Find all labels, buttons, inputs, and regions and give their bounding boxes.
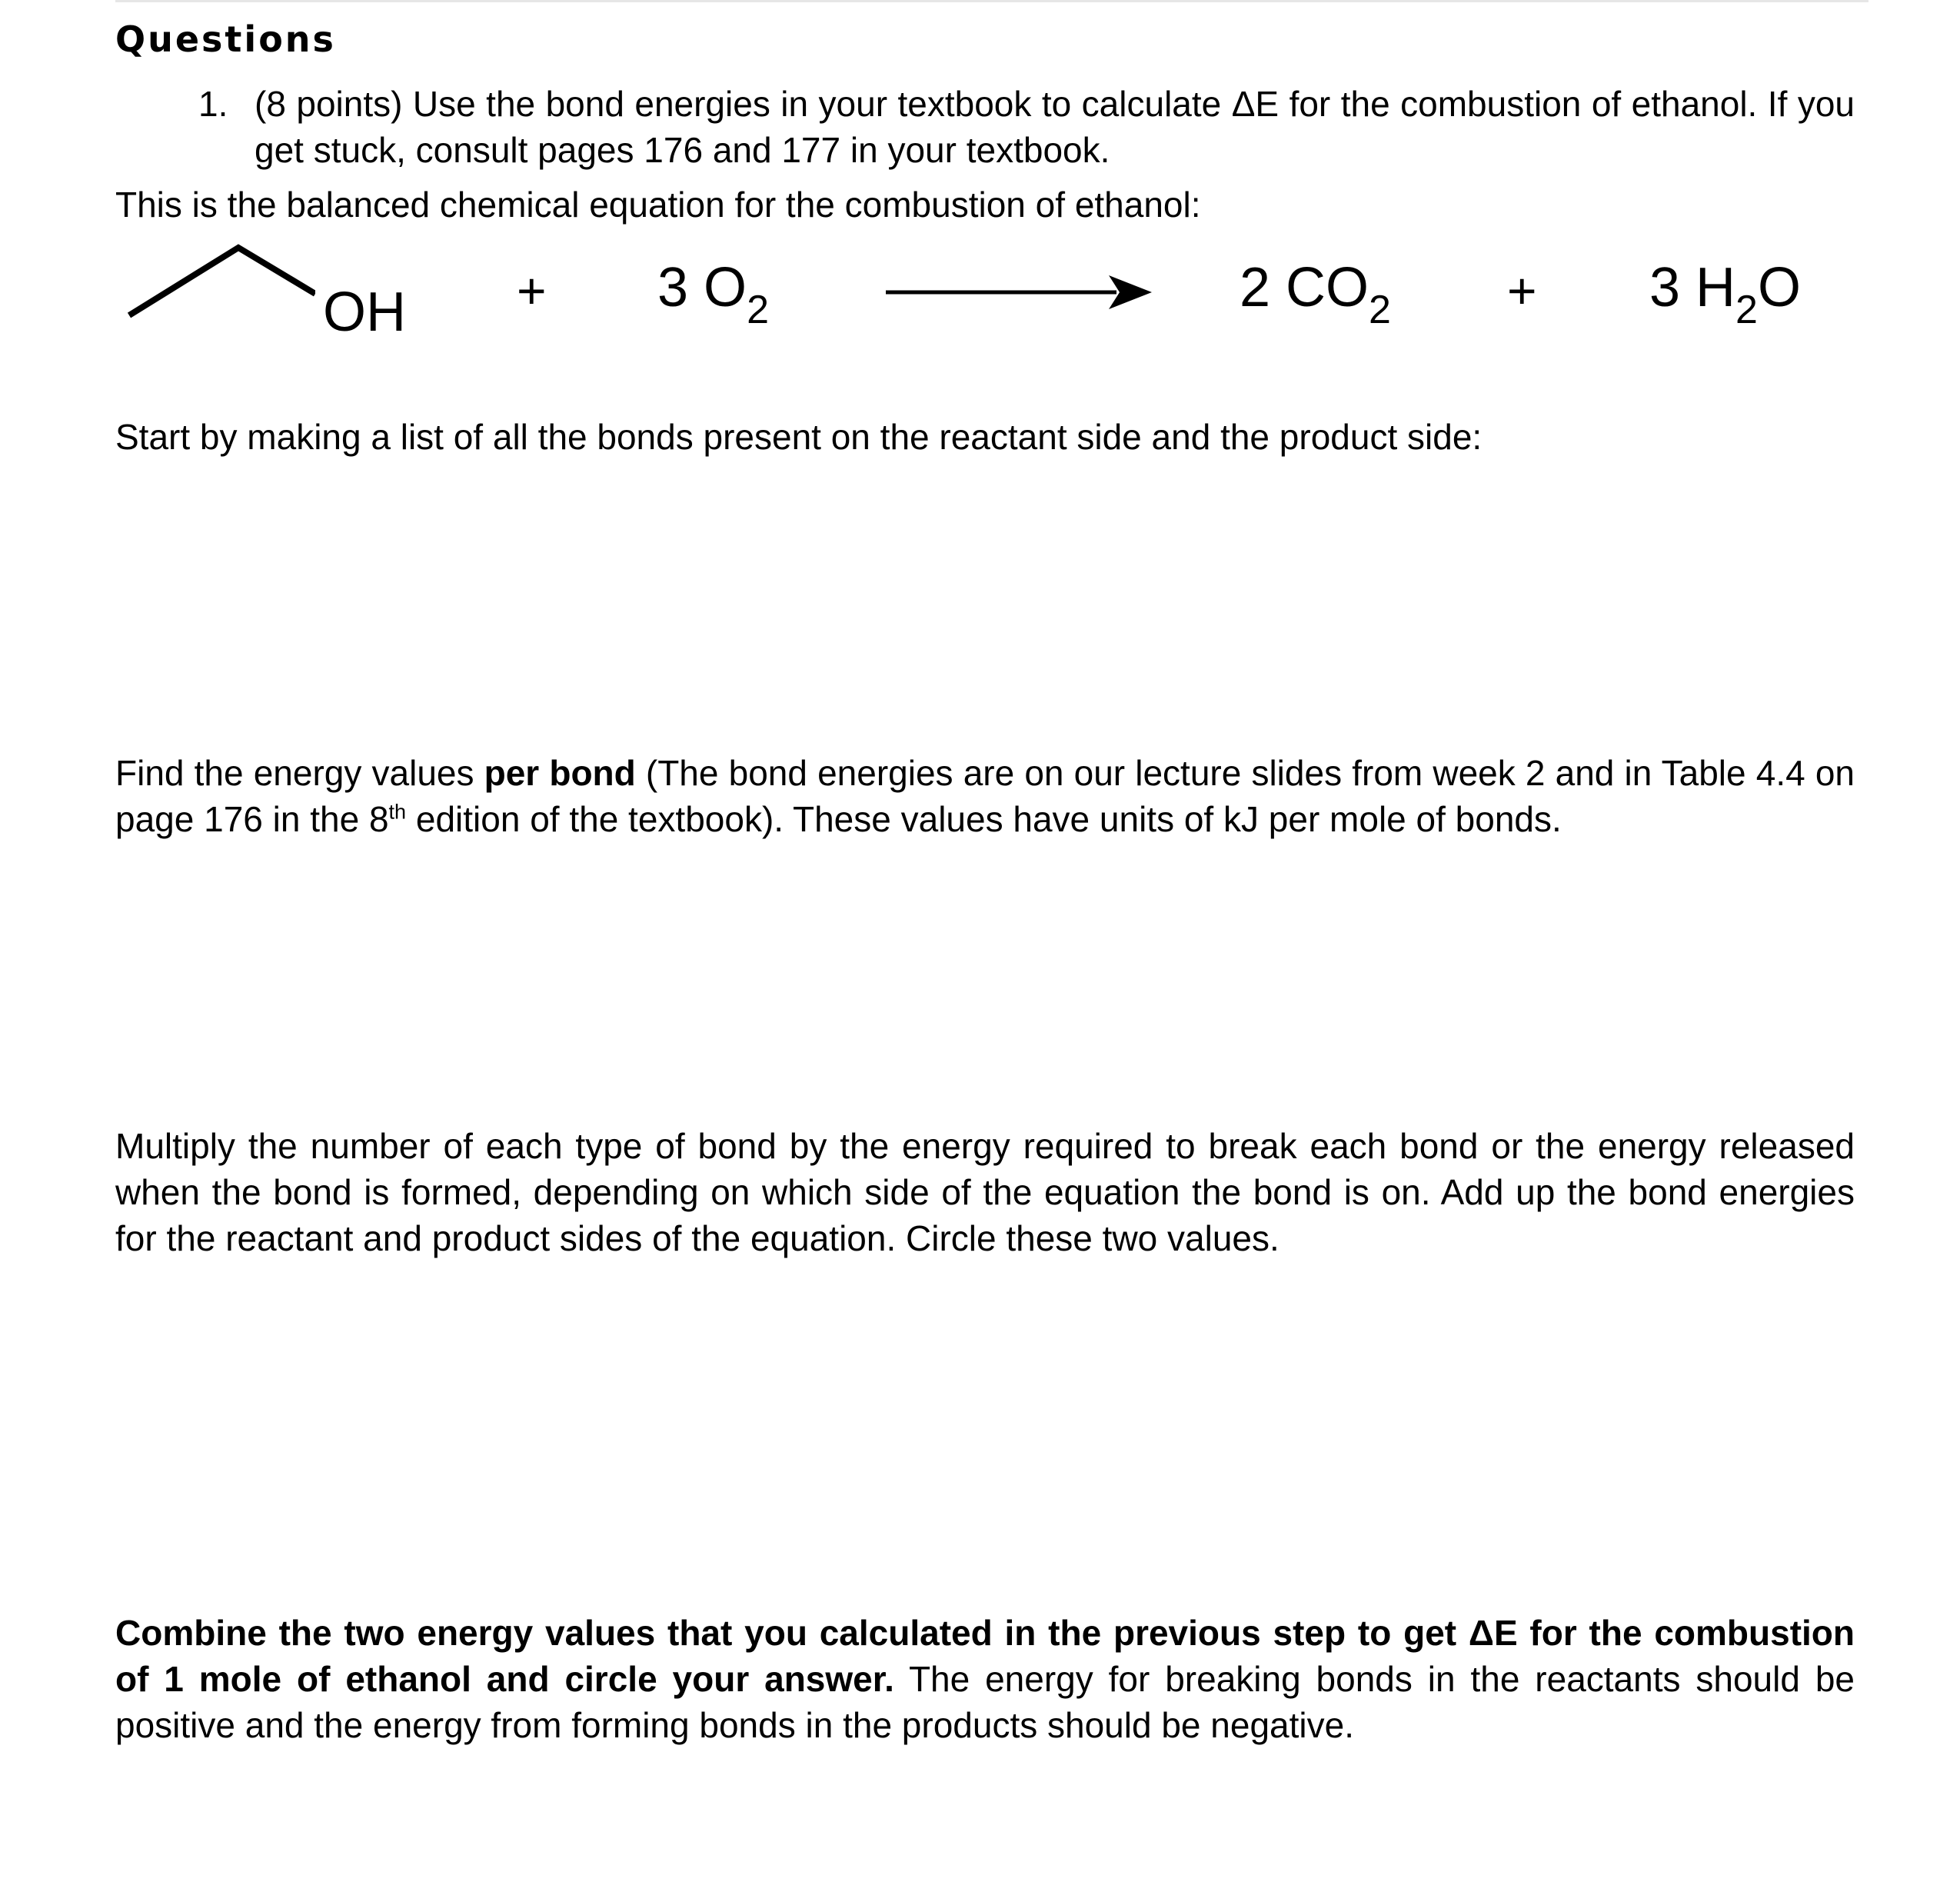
ethanol-structure [123,238,315,331]
oxygen-term [657,257,769,332]
water-term [1649,257,1801,332]
section-heading: Questions [115,18,336,60]
question-1 [198,81,1855,173]
co2-subscript: 2 [1369,288,1391,332]
step-combine [115,1610,1855,1748]
step2-text-a: Find the energy values [115,753,484,793]
ethanol-bond-lines [129,248,315,315]
reaction-arrow [886,269,1163,315]
co2-coefficient: 2 CO [1240,257,1369,318]
step-multiply-add: Multiply the number of each type of bond by the energy required to break each bond or the energy released when the bond is formed, depending on which side of the equation the bond is on. Add up the bond energies for the reactant and product sides of the equation. Circle these two values. [115,1126,1855,1258]
carbon-dioxide-term [1240,257,1391,332]
question-text: (8 points) Use the bond energies in your textbook to calculate ΔE for the combustion of ethanol. If you get stuck, consult pages 176 and 177 in your textbook. [255,84,1855,170]
plus-sign-products: + [1507,262,1537,319]
ethanol-oh-label: OH [323,281,406,343]
question-number: 1. [198,84,228,124]
oxygen-subscript: 2 [747,288,769,332]
step4-text: The energy for breaking bonds in the reactants should be positive and the energy from forming bonds in the products should be negative. [115,1659,1855,1745]
step2-superscript: th [388,800,407,824]
plus-sign-reactants: + [517,262,547,319]
step4-bold-instruction: Combine the two energy values that you calculated in the previous step to get ΔE for the combustion of 1 mole of ethanol and circle your answer. [115,1613,1855,1699]
h2o-oxygen: O [1757,257,1801,318]
equation-intro: This is the balanced chemical equation for the combustion of ethanol: [115,185,1201,225]
oxygen-coefficient: 3 O [657,257,747,318]
top-rule [115,0,1868,2]
step2-text-c: edition of the textbook). These values have units of kJ per mole of bonds. [406,799,1562,839]
step-list-bonds: Start by making a list of all the bonds present on the reactant side and the product side: [115,417,1482,457]
h2o-subscript: 2 [1735,288,1758,332]
h2o-coefficient: 3 H [1649,257,1736,318]
step2-bold-per-bond: per bond [484,753,636,793]
step2-text-b: (The bond energies are on our lecture slides from week 2 and in Table 4.4 on page 176 in the 8 [115,753,1855,839]
step-find-energies [115,750,1855,842]
